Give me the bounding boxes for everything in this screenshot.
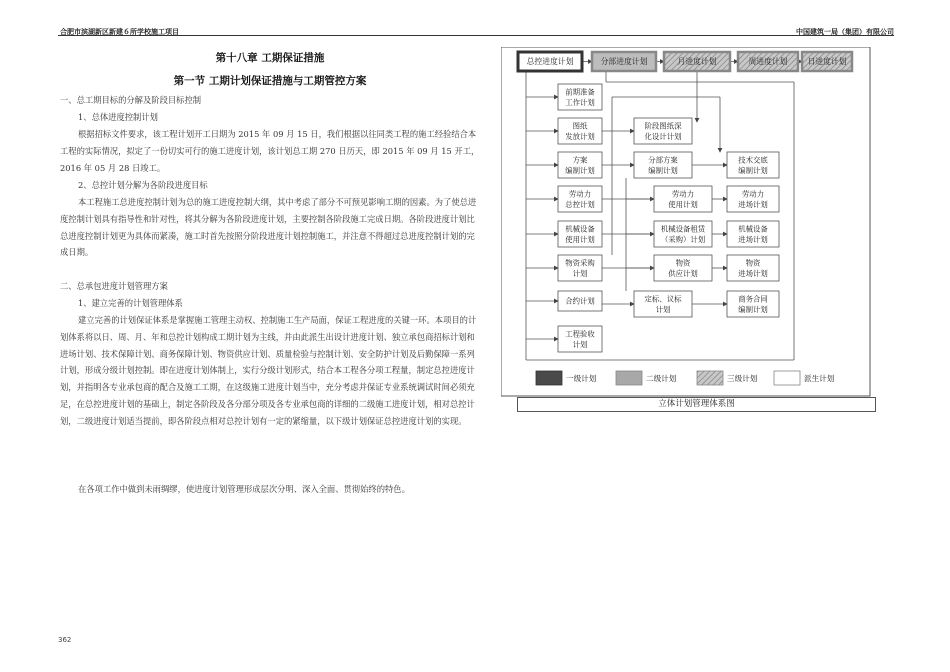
heading-1: 一、总工期目标的分解及阶段目标控制 [60, 95, 202, 105]
top-plan-box-3-label: 月进度计划 [677, 57, 717, 67]
col4-box-2-label: 进场计划 [738, 199, 768, 209]
col1-box-8-label: 工程验收 [565, 329, 595, 339]
col2-box-1-label: 化设计计划 [644, 131, 682, 141]
legend-swatch-1 [536, 371, 562, 385]
col2-box-2-label: 分部方案 [648, 155, 678, 165]
legend-item-3 [697, 371, 758, 385]
col4-box-4 [727, 255, 779, 281]
legend-item-2 [616, 371, 677, 385]
col4-box-2 [727, 186, 779, 212]
col3-box-2-label: （采购）计划 [660, 234, 706, 244]
paragraph-4 [60, 481, 483, 498]
col2-box-3-label: 定标、议标 [644, 294, 682, 304]
col1-box-6-label: 物资采购 [565, 258, 595, 268]
col2-box-1-label: 阶段图纸深 [644, 121, 682, 131]
col1-box-5-label: 使用计划 [565, 234, 595, 244]
col4-box-5-label: 商务合同 [738, 294, 768, 304]
paragraph-4-text: 在各项工作中做到未雨绸缪，使进度计划管理形成层次分明、深入全面、贯彻始终的特色。 [78, 484, 410, 494]
diagram-canvas [501, 47, 871, 397]
top-plan-box-5-label: 日进度计划 [807, 57, 847, 67]
col1-box-6 [558, 255, 602, 281]
col1-box-6-label: 计划 [572, 268, 588, 278]
col3-box-2 [654, 221, 712, 247]
legend-swatch-4 [774, 371, 800, 385]
col2-box-2-label: 编制计划 [648, 165, 678, 175]
top-plan-box-5 [802, 52, 852, 71]
col1-box-7-label: 合约计划 [565, 296, 595, 306]
legend-label-4: 派生计划 [804, 374, 835, 383]
col3-box-3-label: 物资 [675, 258, 691, 268]
top-plan-box-4-label: 周进度计划 [748, 57, 788, 67]
top-plan-box-1-label: 总控进度计划 [526, 57, 574, 67]
col4-box-3 [727, 221, 779, 247]
col3-box-1 [654, 186, 712, 212]
col1-box-3 [558, 152, 602, 178]
diagram-caption: 立体计划管理体系图 [517, 397, 876, 412]
legend-swatch-2 [616, 371, 642, 385]
paragraph-1-text: 根据招标文件要求，该工程计划开工日期为 2015 年 09 月 15 日，我们根据以往同类工程的施工经验结合本工程的实际情况，拟定了一份切实可行的施工进度计划，该计划总工期 270 日历天，即 2015 年 09 月 15 开工，2016 年 05 月 28 日竣工。 [60, 129, 480, 173]
header-company: 中国建筑一局（集团）有限公司 [796, 28, 894, 36]
heading-1-1: 1、总体进度控制计划 [78, 112, 158, 122]
plan-system-diagram [501, 47, 871, 397]
col1-box-8 [558, 326, 602, 352]
col2-box-2 [634, 152, 692, 178]
col4-box-4-label: 进场计划 [738, 268, 768, 278]
top-plan-box-3 [664, 52, 730, 71]
col1-box-7 [558, 291, 602, 311]
top-plan-box-1 [518, 52, 582, 71]
col2-box-1 [634, 118, 692, 144]
col4-box-5-label: 编制计划 [738, 304, 768, 314]
legend-label-3: 三级计划 [727, 374, 758, 383]
legend-label-1: 一级计划 [566, 374, 597, 383]
col1-box-2 [558, 118, 602, 144]
col1-box-2-label: 图纸 [572, 121, 588, 131]
heading-1-2: 2、总控计划分解为各阶段进度目标 [78, 180, 208, 190]
col1-box-8-label: 计划 [572, 339, 588, 349]
col4-box-2-label: 劳动力 [741, 189, 765, 199]
col4-box-5 [727, 291, 779, 317]
col4-box-3-label: 进场计划 [738, 234, 768, 244]
heading-2-1: 1、建立完善的计划管理体系 [78, 298, 183, 308]
paragraph-1 [60, 126, 483, 176]
col4-box-1-label: 编制计划 [738, 165, 768, 175]
legend-item-1 [536, 371, 597, 385]
col3-box-1-label: 使用计划 [668, 199, 698, 209]
section-title: 第一节 工期计划保证措施与工期管控方案 [173, 75, 367, 87]
col1-box-5-label: 机械设备 [565, 224, 595, 234]
col2-box-3 [634, 291, 692, 317]
header-divider [58, 35, 894, 36]
legend-item-4 [774, 371, 835, 385]
chapter-title: 第十八章 工期保证措施 [215, 52, 325, 64]
col4-box-4-label: 物资 [745, 258, 761, 268]
col1-box-2-label: 发放计划 [565, 131, 595, 141]
header-project: 合肥市滨湖新区新建６所学校施工项目 [60, 28, 179, 36]
col1-box-4 [558, 186, 602, 212]
col1-box-4-label: 总控计划 [565, 199, 595, 209]
col4-box-3-label: 机械设备 [738, 224, 768, 234]
col1-box-1-label: 工作计划 [565, 97, 595, 107]
paragraph-3-text: 建立完善的计划保证体系是掌握施工管理主动权、控制施工生产局面，保证工程进度的关键一环。本项目的计划体系将以日、周、月、年和总控计划构成工期计划为主线，并由此派生出设计进度计划、独立承包商招标计划和进场计划、技术保障计划、商务保障计划、物资供应计划、质量检验与控制计划、安全防护计划及后勤保障一系列计划，形成分级计划控制。即在进度计划体制上，实行分级计划形式，结合本工程各分项工程量，制定总控进度计划，并指明各专业承包商的配合及施工工期，在这级施工进度计划当中，充分考虑并保证专业系统调试时间必须充足，在总控进度计划的基础上，制定各阶段及各分部分项及各专业承包商的详细的二级施工进度计划，相对总控计划，二级进度计划适当提前，即各阶段点相对总控计划有一定的紧缩量，以下级计划保证总控进度计划的实现。 [60, 315, 477, 426]
paragraph-2-text: 本工程施工总进度控制计划为总的施工进度控制大纲，其中考虑了部分不可预见影响工期的因素。为了使总进度控制计划具有指导性和针对性，将其分解为各阶段进度计划，主要控制各阶段施工完成日期。各阶段进度计划比总进度控制计划更为具体而紧凑，施工时首先按照分阶段进度计划控制施工，并注意不得超过总进度控制计划的完成日期。 [60, 197, 477, 258]
legend-label-2: 二级计划 [646, 374, 677, 383]
col3-box-1-label: 劳动力 [671, 189, 695, 199]
legend-swatch-3 [697, 371, 723, 385]
page-number: 362 [58, 636, 72, 644]
top-plan-box-4 [738, 52, 798, 71]
col1-box-3-label: 方案 [572, 155, 588, 165]
col3-box-3 [654, 255, 712, 281]
col3-box-3-label: 供应计划 [668, 268, 698, 278]
heading-2: 二、总承包进度计划管理方案 [60, 281, 168, 291]
top-plan-box-2 [592, 52, 656, 71]
top-plan-box-2-label: 分部进度计划 [600, 57, 648, 67]
paragraph-3 [60, 312, 483, 430]
col1-box-1 [558, 84, 602, 110]
col1-box-5 [558, 221, 602, 247]
col1-box-1-label: 前期准备 [565, 87, 595, 97]
col1-box-3-label: 编制计划 [565, 165, 595, 175]
col2-box-3-label: 计划 [655, 304, 671, 314]
col1-box-4-label: 劳动力 [568, 189, 592, 199]
paragraph-2 [60, 194, 483, 261]
col3-box-2-label: 机械设备租赁 [660, 224, 706, 234]
col4-box-1 [727, 152, 779, 178]
col4-box-1-label: 技术交底 [738, 155, 768, 165]
